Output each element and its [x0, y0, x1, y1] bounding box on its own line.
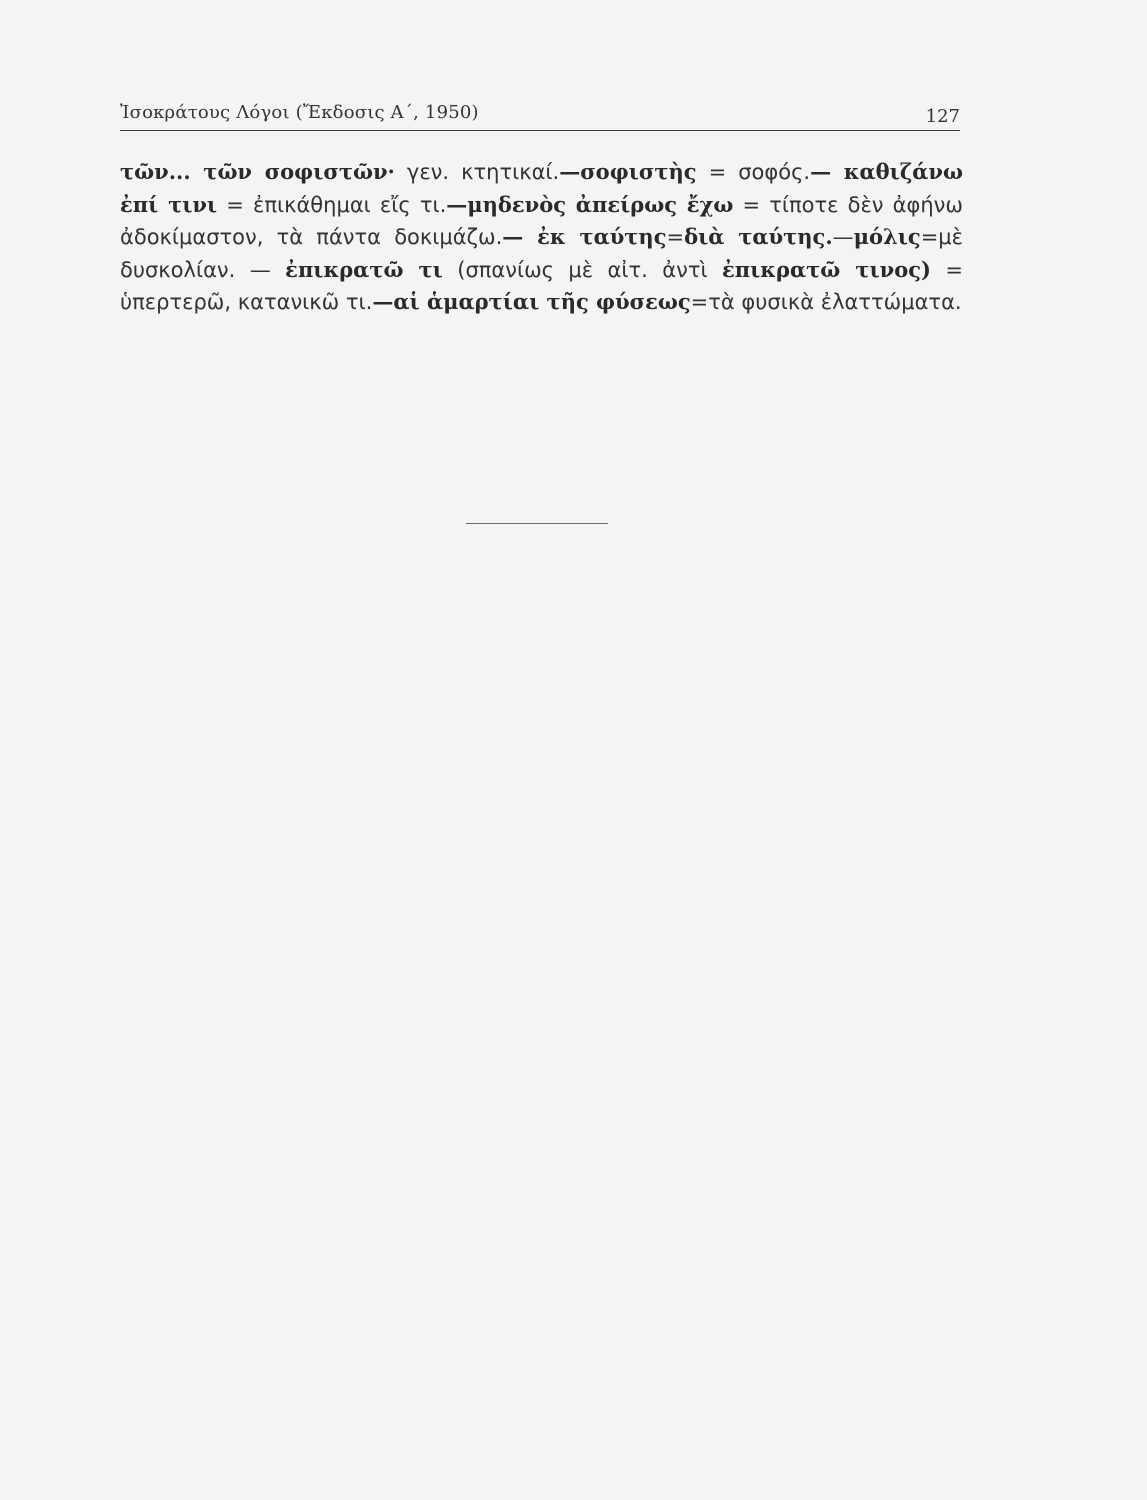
text-segment: — καθιζάνω ἐπί τινι — [120, 159, 963, 217]
glossary-paragraph — [120, 156, 963, 319]
section-divider — [466, 523, 608, 524]
text-segment: ἐπικρατῶ τι — [285, 256, 443, 282]
text-segment: =μὲ δυσκολίαν. — — [120, 225, 963, 282]
text-segment: — — [832, 225, 854, 249]
text-segment: —αἱ ἁμαρτίαι τῆς φύσεως — [372, 289, 691, 314]
running-title: Ἰσοκράτους Λόγοι (Ἔκδοσις Α΄, 1950) — [120, 102, 479, 123]
text-segment: —σοφιστὴς — [559, 159, 697, 184]
text-segment: = τίποτε δὲν ἀφήνω ἀδοκίμαστον, τὰ πάντα δοκιμάζω. — [120, 192, 963, 249]
text-segment: γεν. κτητικαί. — [394, 160, 560, 184]
text-segment: = ὑπερτερῶ, κατανικῶ τι. — [120, 257, 963, 314]
text-segment: διὰ ταύτης. — [684, 224, 833, 249]
text-segment: = — [666, 225, 685, 249]
text-segment: — ἐκ ταύτης — [502, 224, 667, 249]
text-segment: (σπανίως μὲ αἰτ. ἀντὶ — [442, 257, 722, 282]
text-segment: μόλις — [853, 224, 921, 249]
text-segment: —μηδενὸς ἀπείρως ἔχω — [446, 191, 734, 217]
text-segment: ἐπικρατῶ τινος) — [722, 256, 931, 282]
page-number: 127 — [925, 106, 960, 127]
text-segment: = σοφός. — [696, 160, 811, 184]
running-header — [120, 100, 960, 131]
text-segment: τῶν... τῶν σοφιστῶν· — [120, 159, 395, 184]
text-segment: = ἐπικάθημαι εἴς τι. — [217, 192, 447, 217]
text-segment: =τὰ φυσικὰ ἐλαττώματα. — [690, 290, 962, 314]
